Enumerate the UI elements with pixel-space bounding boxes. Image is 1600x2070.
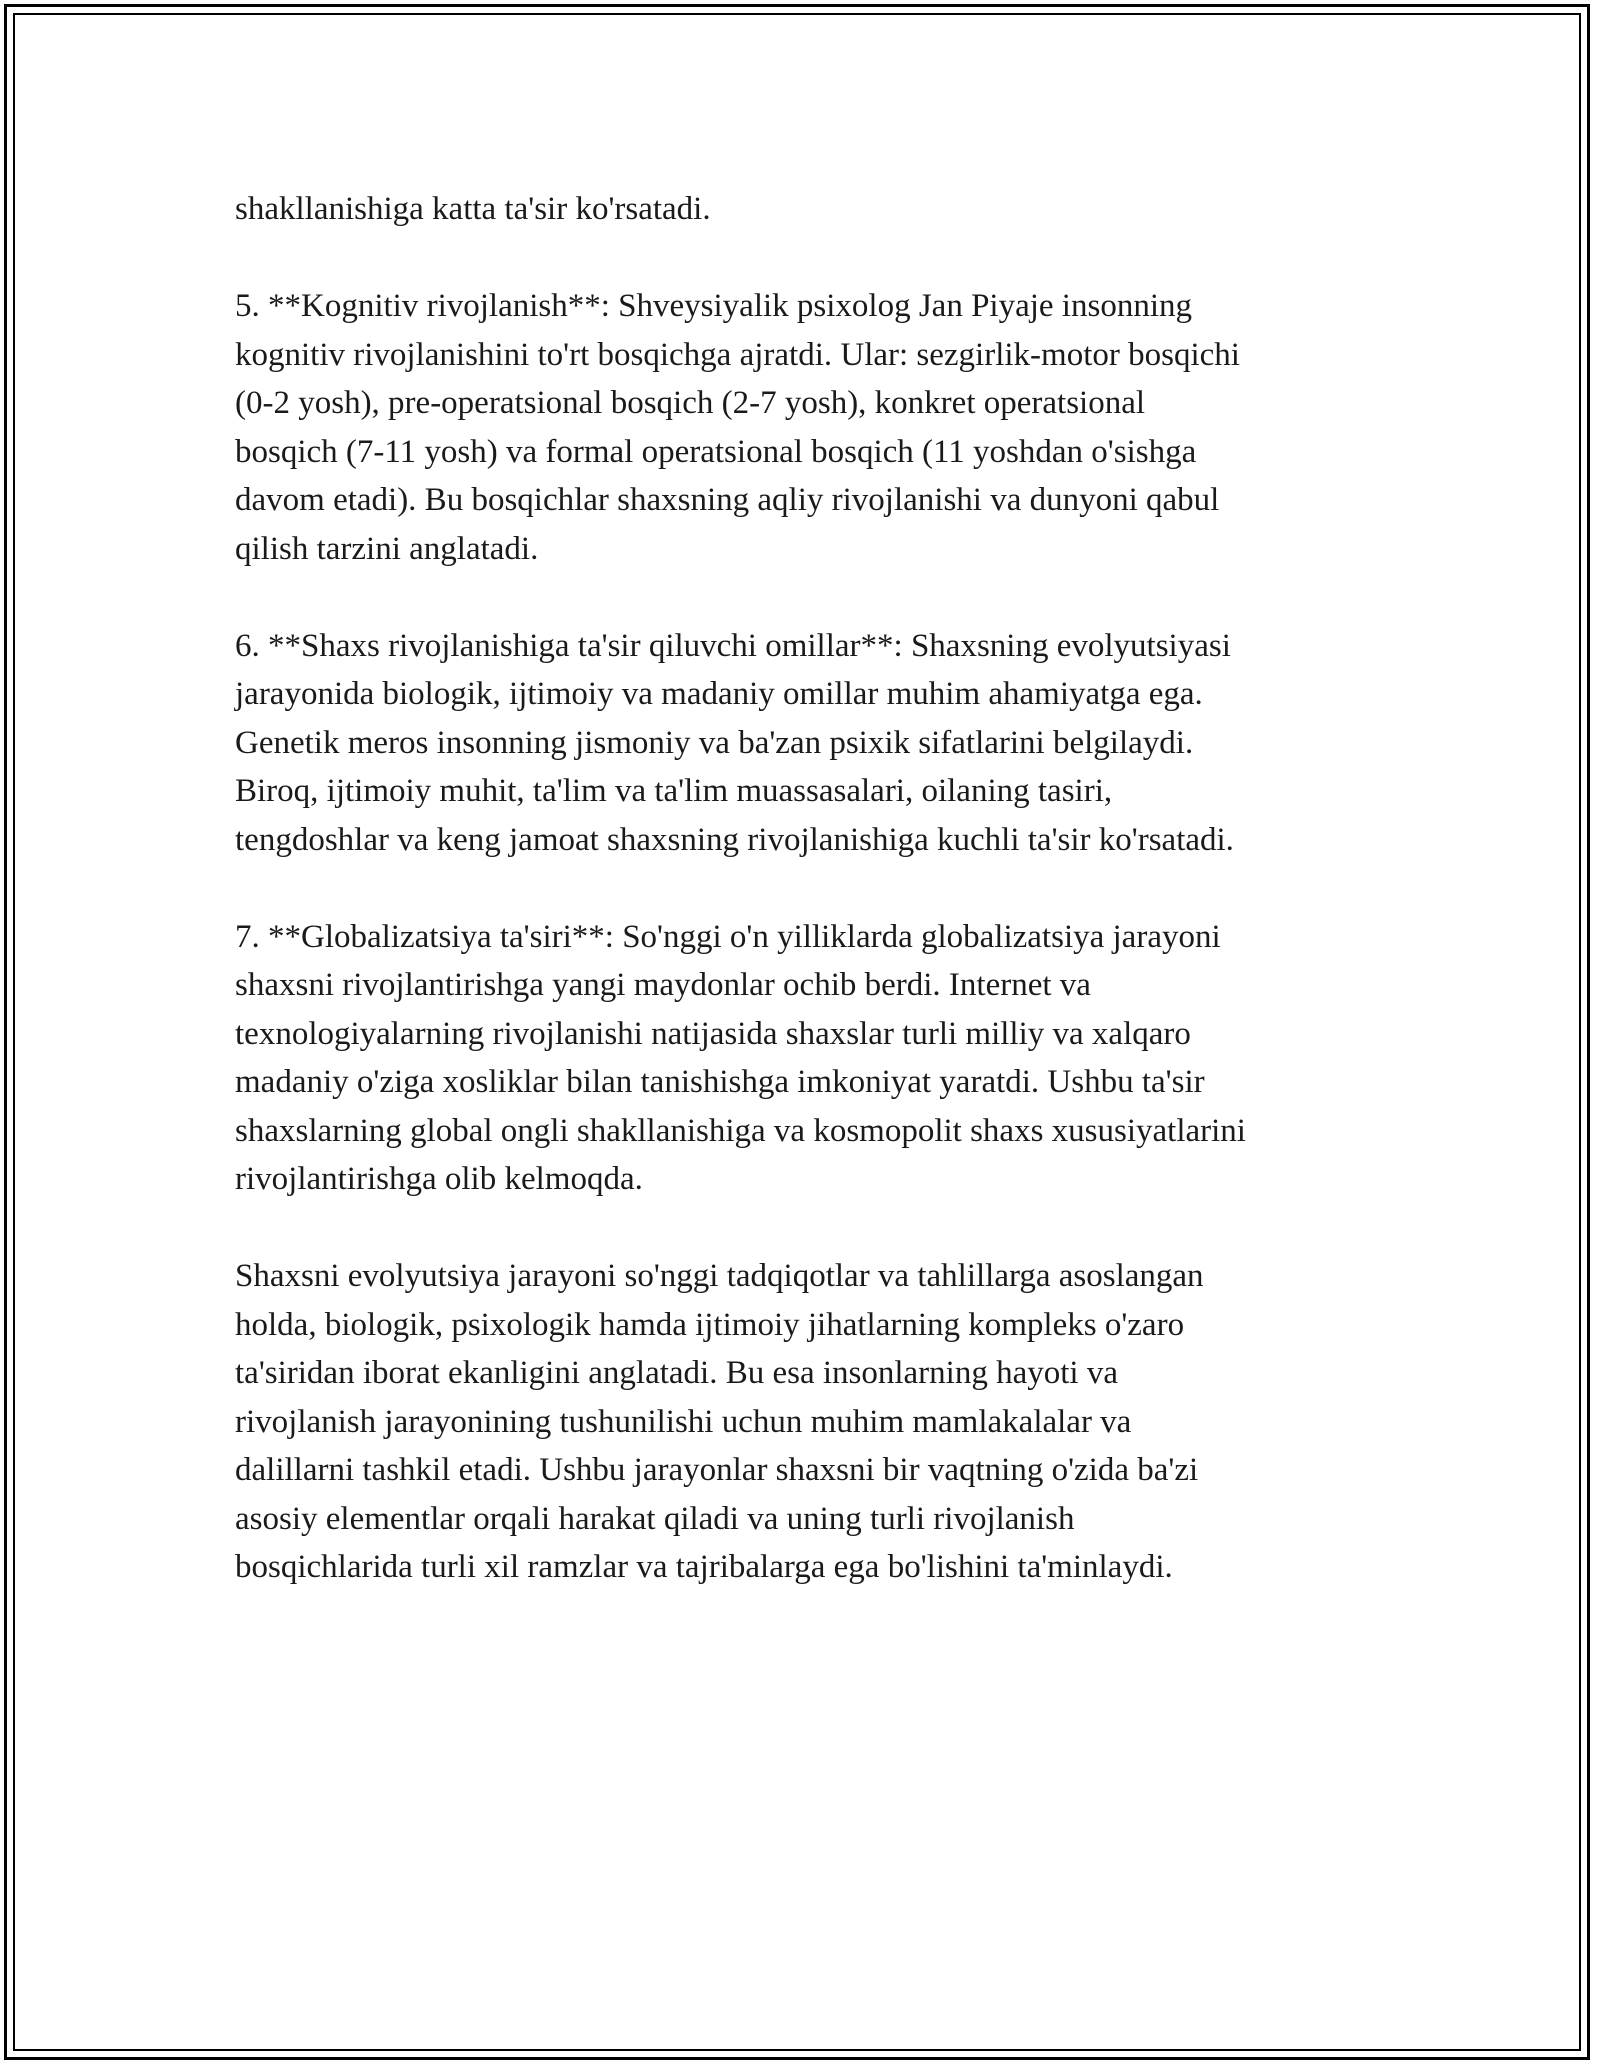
text-line: davom etadi). Bu bosqichlar shaxsning aqliy rivojlanishi va dunyoni qabul xyxy=(235,482,1220,518)
text-line: shaxsni rivojlantirishga yangi maydonlar ochib berdi. Internet va xyxy=(235,967,1091,1003)
text-line: Biroq, ijtimoiy muhit, ta'lim va ta'lim muassasalari, oilaning tasiri, xyxy=(235,773,1113,809)
paragraph-globalizatsiya xyxy=(235,913,1375,1204)
text-line: bosqichlarida turli xil ramzlar va tajribalarga ega bo'lishini ta'minlaydi. xyxy=(235,1549,1173,1585)
text-line: 6. **Shaxs rivojlanishiga ta'sir qiluvchi omillar**: Shaxsning evolyutsiyasi xyxy=(235,627,1231,664)
text-line: rivojlantirishga olib kelmoqda. xyxy=(235,1161,643,1197)
document-body xyxy=(235,185,1375,1640)
text-line: Genetik meros insonning jismoniy va ba'zan psixik sifatlarini belgilaydi. xyxy=(235,724,1194,761)
text-line: tengdoshlar va keng jamoat shaxsning rivojlanishiga kuchli ta'sir ko'rsatadi. xyxy=(235,821,1234,858)
text-line: qilish tarzini anglatadi. xyxy=(235,530,539,567)
text-line: madaniy o'ziga xosliklar bilan tanishishga imkoniyat yaratdi. Ushbu ta'sir xyxy=(235,1064,1205,1100)
text-line: bosqich (7-11 yosh) va formal operatsional bosqich (11 yoshdan o'sishga xyxy=(235,433,1197,470)
text-line: ta'siridan iborat ekanligini anglatadi. Bu esa insonlarning hayoti va xyxy=(235,1355,1118,1391)
paragraph-shaxs-omillar xyxy=(235,622,1375,865)
text-line: shaxslarning global ongli shakllanishiga va kosmopolit shaxs xususiyatlarini xyxy=(235,1112,1246,1149)
text-line: 5. **Kognitiv rivojlanish**: Shveysiyalik psixolog Jan Piyaje insonning xyxy=(235,288,1192,324)
text-line: shakllanishiga katta ta'sir ko'rsatadi. xyxy=(235,191,711,227)
text-line: Shaxsni evolyutsiya jarayoni so'nggi tadqiqotlar va tahlillarga asoslangan xyxy=(235,1258,1204,1294)
paragraph-continuation xyxy=(235,185,1375,234)
text-line: asosiy elementlar orqali harakat qiladi va uning turli rivojlanish xyxy=(235,1500,1075,1537)
text-line: kognitiv rivojlanishini to'rt bosqichga ajratdi. Ular: sezgirlik-motor bosqichi xyxy=(235,336,1240,373)
text-line: holda, biologik, psixologik hamda ijtimoiy jihatlarning kompleks o'zaro xyxy=(235,1306,1185,1343)
text-line: jarayonida biologik, ijtimoiy va madaniy omillar muhim ahamiyatga ega. xyxy=(235,676,1203,712)
paragraph-conclusion xyxy=(235,1252,1375,1592)
text-line: 7. **Globalizatsiya ta'siri**: So'nggi o'n yilliklarda globalizatsiya jarayoni xyxy=(235,918,1221,955)
text-line: rivojlanish jarayonining tushunilishi uchun muhim mamlakalalar va xyxy=(235,1403,1132,1440)
text-line: (0-2 yosh), pre-operatsional bosqich (2-7 yosh), konkret operatsional xyxy=(235,385,1146,421)
text-line: dalillarni tashkil etadi. Ushbu jarayonlar shaxsni bir vaqtning o'zida ba'zi xyxy=(235,1452,1199,1488)
text-line: texnologiyalarning rivojlanishi natijasida shaxslar turli milliy va xalqaro xyxy=(235,1015,1191,1052)
paragraph-kognitiv-rivojlanish xyxy=(235,282,1375,573)
